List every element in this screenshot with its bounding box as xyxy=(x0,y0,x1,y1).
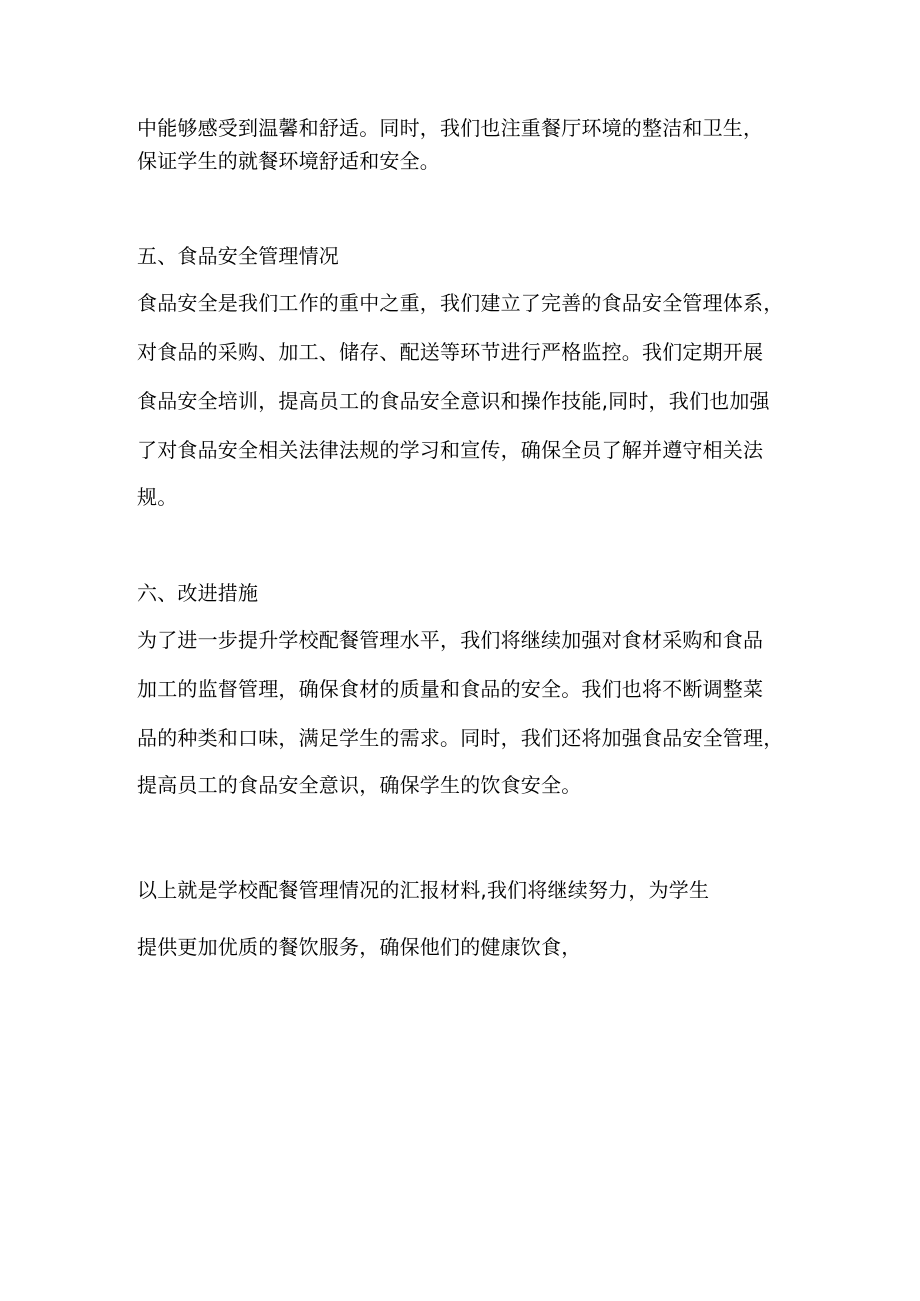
closing-line-2: 提供更加优质的餐饮服务，确保他们的健康饮食， xyxy=(137,935,582,959)
section-5-line-3: 食品安全培训，提高员工的食品安全意识和操作技能,同时，我们也加强 xyxy=(137,389,770,413)
section-5-line-4: 了对食品安全相关法律法规的学习和宣传，确保全员了解并遵守相关法 xyxy=(137,438,764,462)
section-5-line-5: 规。 xyxy=(137,485,178,509)
section-6-heading: 六、改进措施 xyxy=(137,581,259,605)
section-5-line-2: 对食品的采购、加工、储存、配送等环节进行严格监控。我们定期开展 xyxy=(137,340,764,364)
intro-line-1: 中能够感受到温馨和舒适。同时，我们也注重餐厅环境的整洁和卫生， xyxy=(137,116,764,140)
section-6-line-2: 加工的监督管理，确保食材的质量和食品的安全。我们也将不断调整菜 xyxy=(137,677,764,701)
section-6-line-3: 品的种类和口味，满足学生的需求。同时，我们还将加强食品安全管理， xyxy=(137,726,784,750)
section-6-line-4: 提高员工的食品安全意识，确保学生的饮食安全。 xyxy=(137,773,582,797)
section-5-line-1: 食品安全是我们工作的重中之重，我们建立了完善的食品安全管理体系， xyxy=(137,291,784,315)
intro-line-2: 保证学生的就餐环境舒适和安全。 xyxy=(137,149,440,173)
closing-line-1: 以上就是学校配餐管理情况的汇报材料,我们将继续努力，为学生 xyxy=(137,878,710,902)
section-5-heading: 五、食品安全管理情况 xyxy=(137,244,339,268)
section-6-line-1: 为了进一步提升学校配餐管理水平，我们将继续加强对食材采购和食品 xyxy=(137,628,764,652)
